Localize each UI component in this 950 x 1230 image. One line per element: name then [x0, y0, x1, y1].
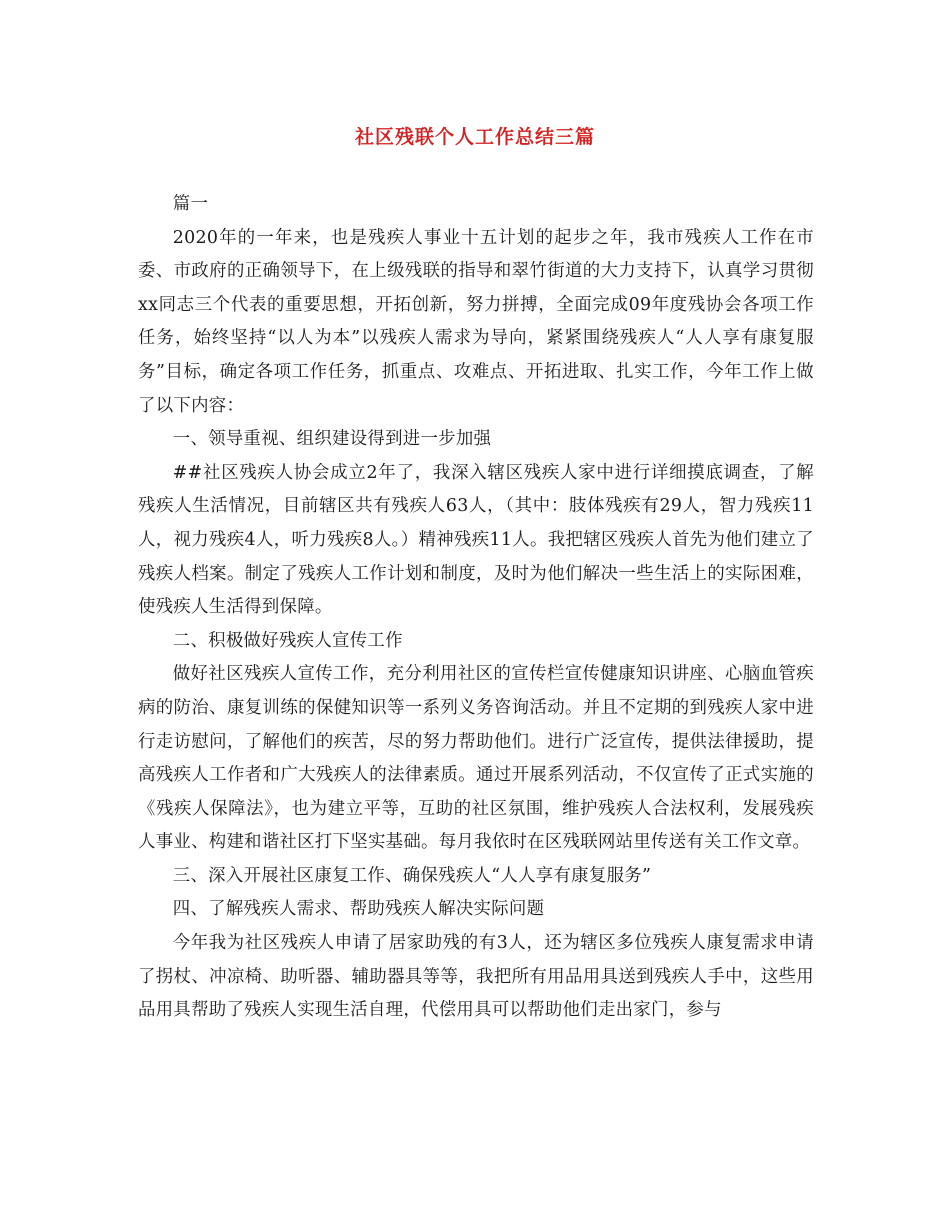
section-heading-3: 三、深入开展社区康复工作、确保残疾人“人人享有康复服务”	[172, 865, 652, 886]
section-heading-2: 二、积极做好残疾人宣传工作	[172, 630, 403, 651]
section-heading-part-one: 篇一	[172, 194, 209, 214]
paragraph-needs: 今年我为社区残疾人申请了居家助残的有3人，还为辖区多位残疾人康复需求申请了拐杖、冲凉椅、助听器、辅助器具等等，我把所有用品用具送到残疾人手中，这些用品用具帮助了残疾人实现生活自理，代偿用具可以帮助他们走出家门，参与	[138, 933, 814, 1021]
document-title: 社区残联个人工作总结三篇	[354, 126, 595, 148]
paragraph-organization: ##社区残疾人协会成立2年了，我深入辖区残疾人家中进行详细摸底调查，了解残疾人生活情况，目前辖区共有残疾人63人，（其中：肢体残疾有29人，智力残疾11人，视力残疾4人，听力残疾8人。）精神残疾11人。我把辖区残疾人首先为他们建立了残疾人档案。制定了残疾人工作计划和制度，及时为他们解决一些生活上的实际困难，使残疾人生活得到保障。	[138, 462, 814, 618]
paragraph-publicity: 做好社区残疾人宣传工作，充分利用社区的宣传栏宣传健康知识讲座、心脑血管疾病的防治、康复训练的保健知识等一系列义务咨询活动。并且不定期的到残疾人家中进行走访慰问，了解他们的疾苦，尽的努力帮助他们。进行广泛宣传，提供法律援助，提高残疾人工作者和广大残疾人的法律素质。通过开展系列活动，不仅宣传了正式实施的《残疾人保障法》，也为建立平等，互助的社区氛围，维护残疾人合法权利，发展残疾人事业、构建和谐社区打下坚实基础。每月我依时在区残联网站里传送有关工作文章。	[138, 664, 814, 853]
section-heading-4: 四、了解残疾人需求、帮助残疾人解决实际问题	[172, 899, 545, 920]
document-body	[138, 188, 814, 1028]
section-heading-1: 一、领导重视、组织建设得到进一步加强	[172, 429, 492, 450]
intro-paragraph: 2020年的一年来，也是残疾人事业十五计划的起步之年，我市残疾人工作在市委、市政府的正确领导下，在上级残联的指导和翠竹街道的大力支持下，认真学习贯彻xx同志三个代表的重要思想，开拓创新，努力拼搏，全面完成09年度残协会各项工作任务，始终坚持“以人为本”以残疾人需求为导向，紧紧围绕残疾人“人人享有康复服务”目标，确定各项工作任务，抓重点、攻难点、开拓进取、扎实工作，今年工作上做了以下内容：	[138, 227, 814, 416]
